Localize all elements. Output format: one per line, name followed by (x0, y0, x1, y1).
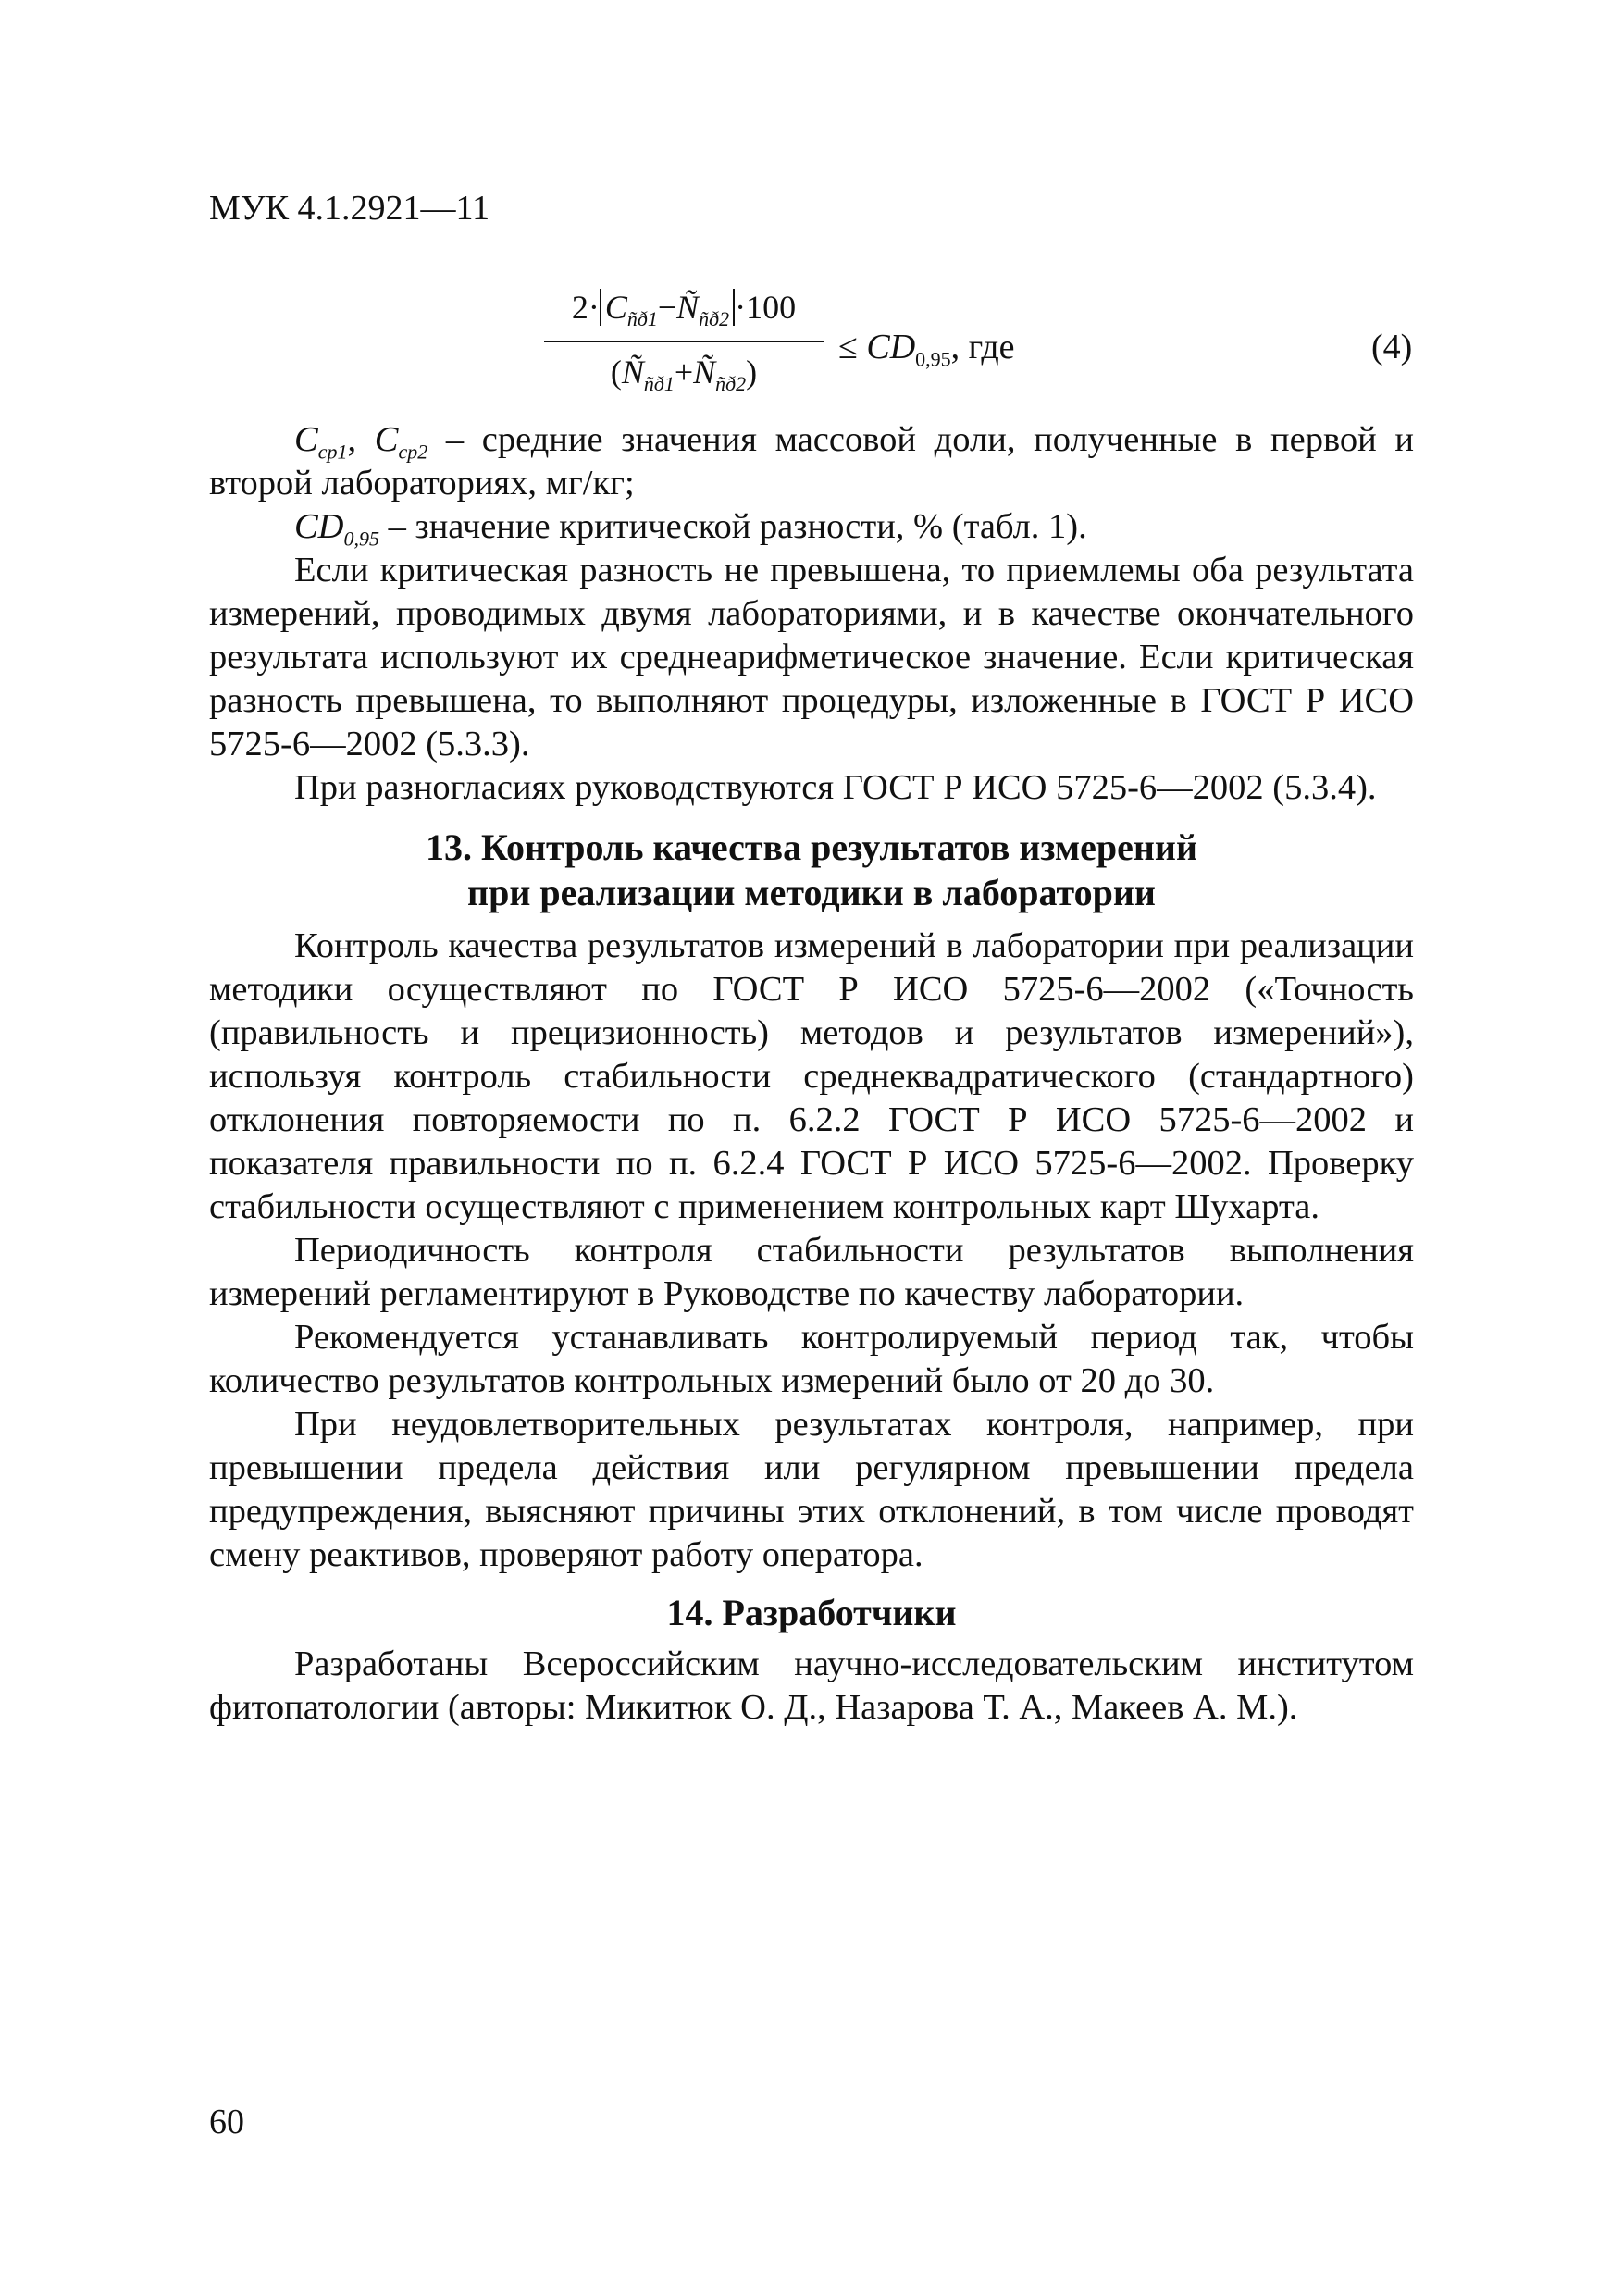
section-14-paragraph: Разработаны Всероссийским научно-исследовательским институтом фитопатологии (авторы: Микитюк О. Д., Назарова Т. А., Макеев А. М.). (209, 1644, 1414, 1727)
formula-plus: + (674, 354, 694, 391)
formula-denominator (540, 352, 827, 396)
document-code-header: МУК 4.1.2921—11 (209, 189, 490, 228)
formula-c2-base: Ñ (676, 289, 700, 326)
symbol-ccp1-base: C (294, 420, 318, 459)
definition-cd (209, 505, 1414, 549)
formula-dot-2: · (735, 289, 747, 326)
symbol-ccp1-sub: cp1 (317, 440, 348, 464)
formula-right-side (838, 326, 1015, 371)
formula-where: , где (950, 328, 1015, 366)
formula-fraction (540, 287, 827, 407)
formula-den-open: ( (610, 354, 622, 391)
paragraph-critical-difference: Если критическая разность не превышена, то приемлемы оба результата измерений, проводимых двумя лабораториями, и в качестве окончательного результата используют их среднеарифметическое значение. Если критическая разность превышена, то выполняют процедуры, изложенные в ГОСТ Р ИСО 5725-6—2002 (5.3.3). (209, 551, 1414, 763)
formula-c1-base: C (604, 289, 627, 326)
formula-den-close: ) (746, 354, 758, 391)
formula-c2-sub: ñð2 (699, 307, 730, 331)
formula-den-c1-sub: ñð1 (643, 372, 675, 396)
definition-ccp (209, 418, 1414, 505)
definition-cd-text: – значение критической разности, % (табл. 1). (378, 507, 1087, 546)
section-13-paragraph: Контроль качества результатов измерений в лаборатории при реализации методики осуществляют по ГОСТ Р ИСО 5725-6—2002 («Точность (правильность и прецизионность) методов и результатов измерений»), используя контроль стабильности среднеквадратического (стандартного) отклонения повторяемости по п. 6.2.2 ГОСТ Р ИСО 5725-6—2002 и показателя правильности по п. 6.2.4 ГОСТ Р ИСО 5725-6—2002. Проверку стабильности осуществляют с применением контрольных карт Шухарта. (209, 926, 1414, 1226)
formula-dot: · (588, 289, 600, 326)
formula-coef: 2 (571, 289, 588, 326)
section-13-paragraph: Периодичность контроля стабильности результатов выполнения измерений регламентируют в Руководстве по качеству лаборатории. (209, 1231, 1414, 1313)
formula-den-c2-base: Ñ (693, 354, 716, 391)
section-13-title (209, 825, 1414, 915)
symbol-ccp2-base: C (374, 420, 399, 459)
symbol-cd-base: CD (294, 507, 344, 546)
formula-hundred: 100 (746, 289, 797, 326)
section-13-title-line2: при реализации методики в лаборатории (467, 872, 1156, 913)
definition-ccp-text: – средние значения массовой доли, полученные в первой и второй лабораториях, мг/кг; (209, 420, 1414, 503)
formula-4 (540, 287, 1466, 407)
formula-den-c1-base: Ñ (621, 354, 644, 391)
formula-c1-sub: ñð1 (626, 307, 658, 331)
formula-minus: − (657, 289, 677, 326)
symbol-separator: , (347, 420, 375, 459)
formula-leq: ≤ (838, 328, 858, 366)
formula-cd-sub: 0,95 (915, 347, 951, 371)
formula-numerator (540, 287, 827, 331)
equation-number: (4) (1371, 328, 1413, 366)
paragraph-disagreements: При разногласиях руководствуются ГОСТ Р ИСО 5725-6—2002 (5.3.4). (294, 768, 1377, 807)
formula-cd-base: CD (866, 328, 916, 366)
section-13-title-line1: 13. Контроль качества результатов измерений (426, 826, 1197, 868)
formula-fraction-line (544, 341, 824, 342)
symbol-ccp2-sub: cp2 (398, 440, 428, 464)
symbol-cd-sub: 0,95 (343, 527, 379, 551)
section-13-paragraph: При неудовлетворительных результатах контроля, например, при превышении предела действия или регулярном превышении предела предупреждения, выясняют причины этих отклонений, в том числе проводят смену реактивов, проверяют работу оператора. (209, 1405, 1414, 1574)
document-body (209, 418, 1414, 1730)
formula-absolute-value (600, 289, 735, 331)
formula-den-c2-sub: ñð2 (715, 372, 747, 396)
page-number: 60 (209, 2103, 244, 2141)
section-13-paragraph: Рекомендуется устанавливать контролируемый период так, чтобы количество результатов контрольных измерений было от 20 до 30. (209, 1318, 1414, 1400)
section-14-title: 14. Разработчики (666, 1592, 957, 1633)
